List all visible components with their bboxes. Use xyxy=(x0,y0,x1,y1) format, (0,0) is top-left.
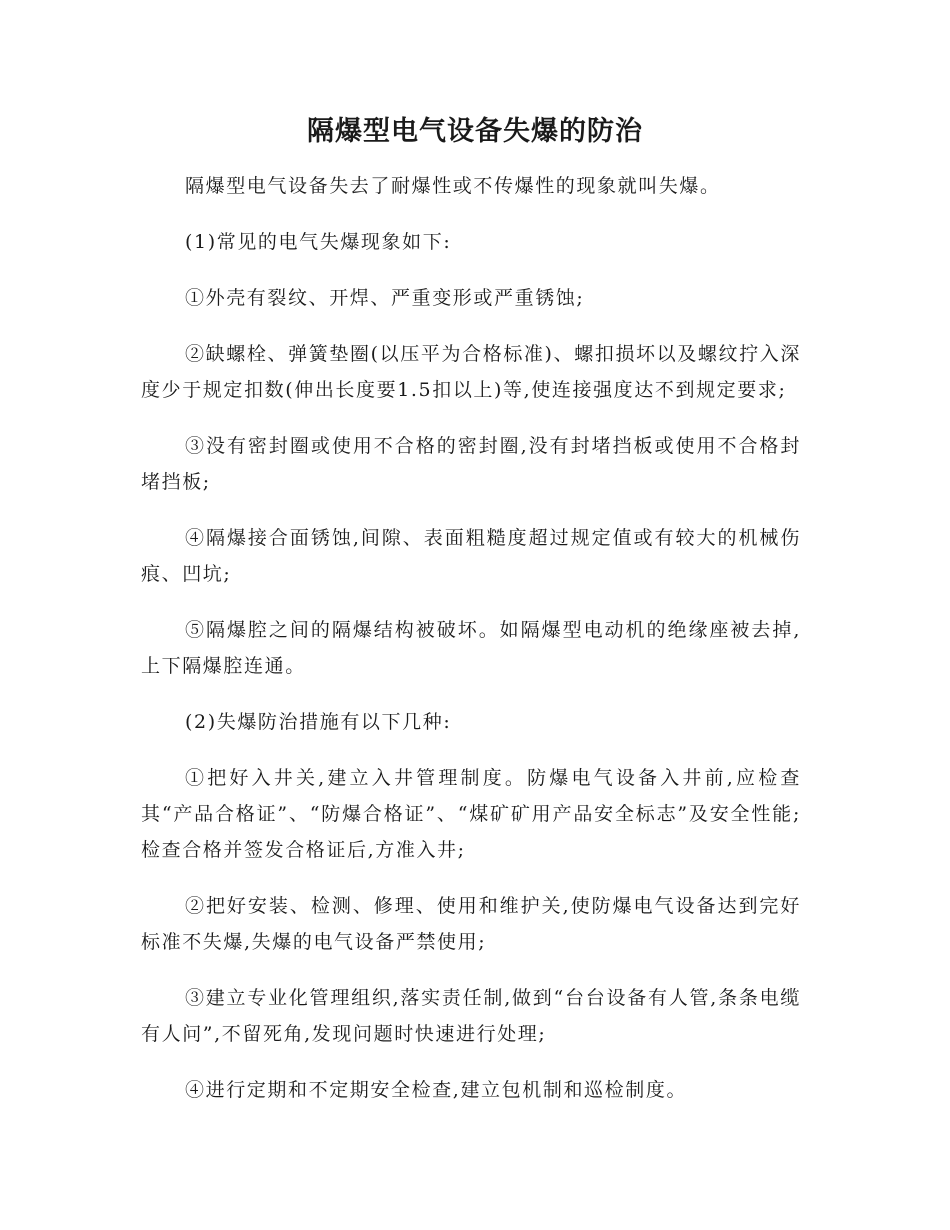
paragraph-list-item: ④隔爆接合面锈蚀,间隙、表面粗糙度超过规定值或有较大的机械伤痕、凹坑; xyxy=(141,527,801,585)
paragraph-list-item: ①把好入井关,建立入井管理制度。防爆电气设备入井前,应检查其“产品合格证”、“防爆合格证”、“煤矿矿用产品安全标志”及安全性能;检查合格并签发合格证后,方准入井; xyxy=(141,767,801,861)
paragraph-list-item: ④进行定期和不定期安全检查,建立包机制和巡检制度。 xyxy=(185,1079,688,1101)
paragraph-section-2-heading: (2)失爆防治措施有以下几种: xyxy=(185,711,452,733)
document-title: 隔爆型电气设备失爆的防治 xyxy=(307,116,643,147)
paragraph-section-1-heading: (1)常见的电气失爆现象如下: xyxy=(185,231,452,253)
paragraph-list-item: ③没有密封圈或使用不合格的密封圈,没有封堵挡板或使用不合格封堵挡板; xyxy=(141,435,801,493)
paragraph-list-item: ①外壳有裂纹、开焊、严重变形或严重锈蚀; xyxy=(185,287,585,309)
paragraph-list-item: ⑤隔爆腔之间的隔爆结构被破坏。如隔爆型电动机的绝缘座被去掉,上下隔爆腔连通。 xyxy=(141,619,801,677)
paragraph-list-item: ③建立专业化管理组织,落实责任制,做到“台台设备有人管,条条电缆有人问”,不留死角,发现问题时快速进行处理; xyxy=(141,987,801,1045)
paragraph-intro: 隔爆型电气设备失去了耐爆性或不传爆性的现象就叫失爆。 xyxy=(185,175,721,197)
paragraph-list-item: ②缺螺栓、弹簧垫圈(以压平为合格标准)、螺扣损坏以及螺纹拧入深度少于规定扣数(伸出长度要1.5扣以上)等,使连接强度达不到规定要求; xyxy=(141,343,801,401)
document-body xyxy=(141,168,801,1128)
paragraph-list-item: ②把好安装、检测、修理、使用和维护关,使防爆电气设备达到完好标准不失爆,失爆的电气设备严禁使用; xyxy=(141,895,801,953)
